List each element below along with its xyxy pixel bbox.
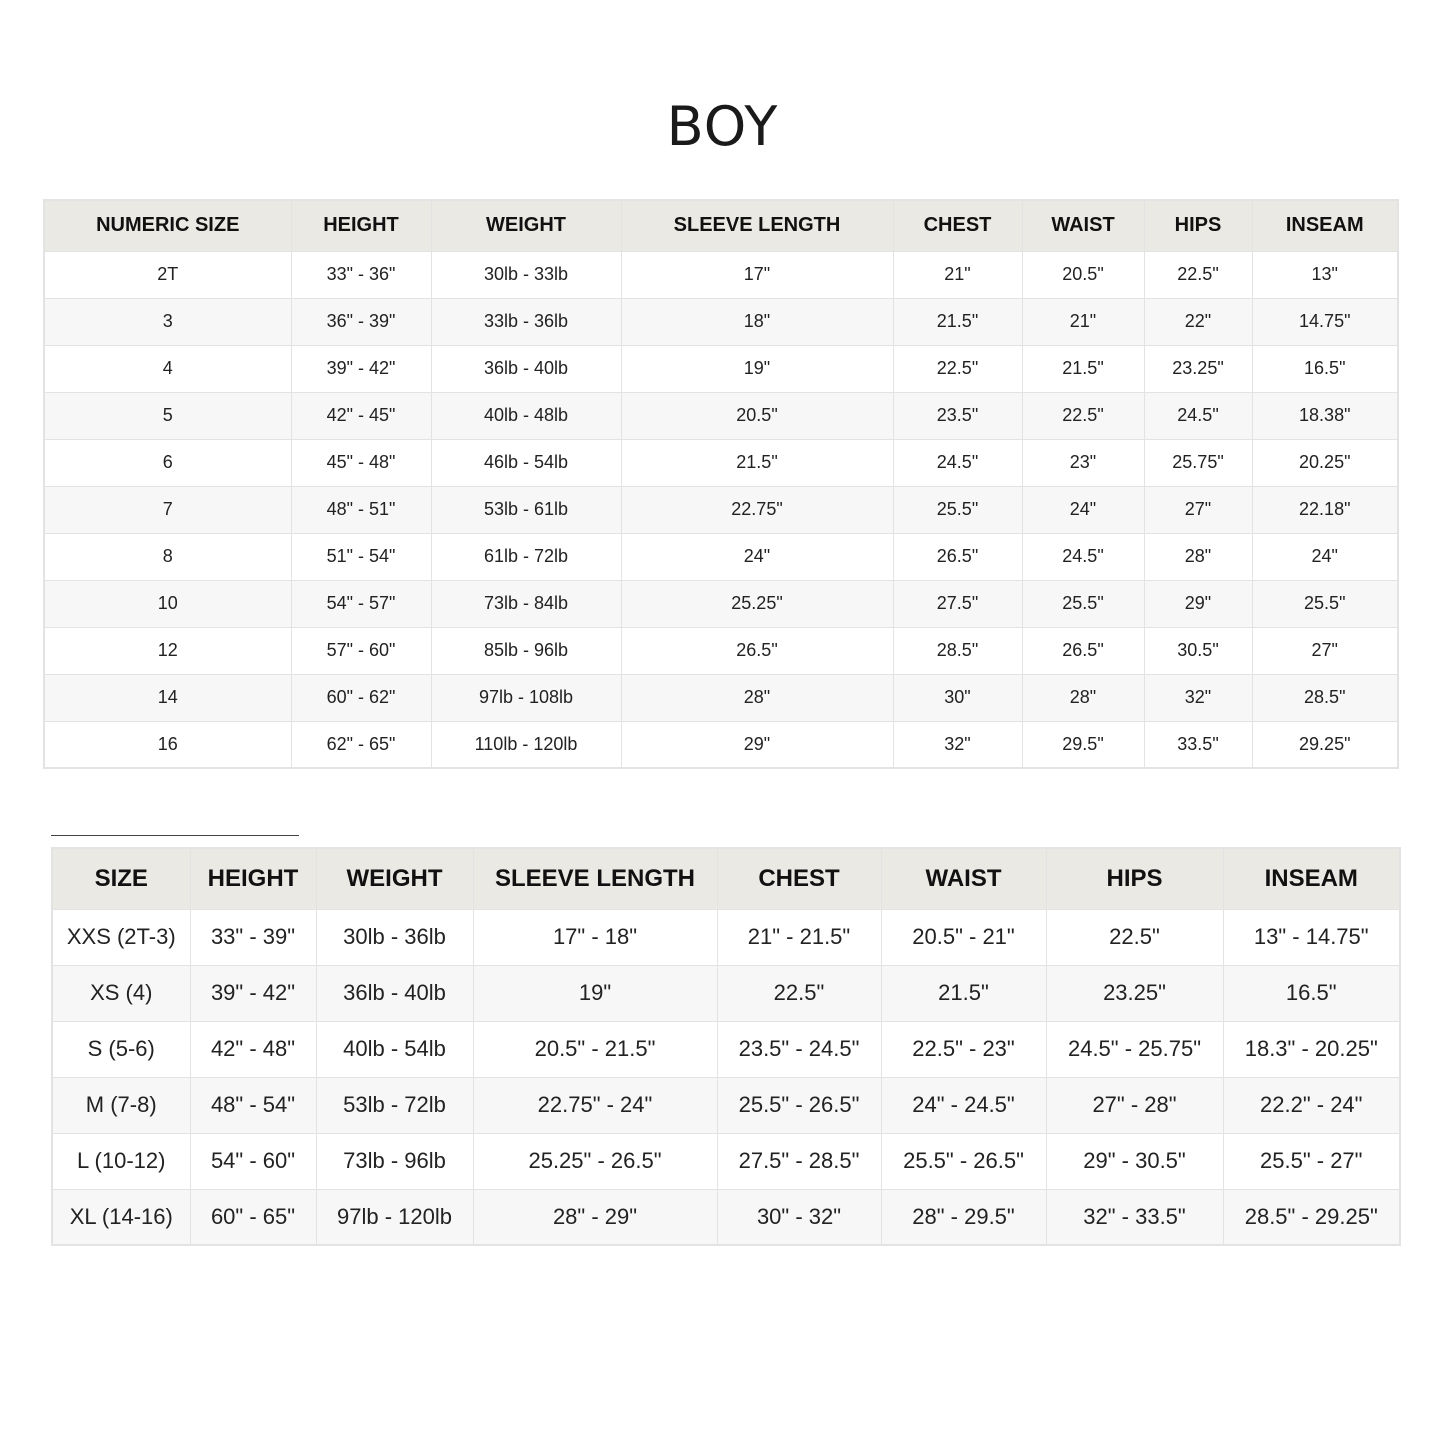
table-row <box>44 674 1398 721</box>
table-cell: 33" - 39" <box>190 909 316 965</box>
table-cell: 30.5" <box>1144 627 1252 674</box>
table-cell: 24.5" <box>1144 392 1252 439</box>
table-cell: 28.5" - 29.25" <box>1223 1189 1400 1245</box>
table-cell: 30lb - 33lb <box>431 251 621 298</box>
table-cell: 46lb - 54lb <box>431 439 621 486</box>
table-cell: 22.5" <box>717 965 881 1021</box>
table-cell: S (5-6) <box>52 1021 190 1077</box>
table-row <box>44 392 1398 439</box>
table-cell: 16 <box>44 721 291 768</box>
table-row <box>52 1133 1400 1189</box>
table-cell: 54" - 57" <box>291 580 431 627</box>
table-cell: 21" <box>893 251 1022 298</box>
table-row <box>44 345 1398 392</box>
table-cell: 22.5" <box>1022 392 1144 439</box>
table-cell: 21" - 21.5" <box>717 909 881 965</box>
table-row <box>52 909 1400 965</box>
table-cell: 22.5" <box>1046 909 1223 965</box>
table-cell: L (10-12) <box>52 1133 190 1189</box>
column-header: INSEAM <box>1252 200 1398 251</box>
table-cell: 18.3" - 20.25" <box>1223 1021 1400 1077</box>
table-cell: 13" <box>1252 251 1398 298</box>
column-header: WAIST <box>1022 200 1144 251</box>
column-header: CHEST <box>717 848 881 909</box>
table-cell: 60" - 65" <box>190 1189 316 1245</box>
table-cell: 23.25" <box>1144 345 1252 392</box>
table-cell: 24.5" <box>893 439 1022 486</box>
table-cell: 22.18" <box>1252 486 1398 533</box>
table-cell: 33" - 36" <box>291 251 431 298</box>
table-cell: 23.25" <box>1046 965 1223 1021</box>
table-row <box>52 1189 1400 1245</box>
table-cell: 27.5" <box>893 580 1022 627</box>
table-cell: 3 <box>44 298 291 345</box>
table-cell: 73lb - 96lb <box>316 1133 473 1189</box>
table-cell: 20.5" - 21" <box>881 909 1046 965</box>
section-divider <box>51 835 299 836</box>
table-cell: 85lb - 96lb <box>431 627 621 674</box>
table-cell: 19" <box>621 345 893 392</box>
table-cell: 14 <box>44 674 291 721</box>
column-header: WEIGHT <box>431 200 621 251</box>
table-cell: 28.5" <box>1252 674 1398 721</box>
table-cell: 22.5" <box>1144 251 1252 298</box>
table-cell: 32" - 33.5" <box>1046 1189 1223 1245</box>
table-cell: 24.5" <box>1022 533 1144 580</box>
table-cell: 29.5" <box>1022 721 1144 768</box>
table-cell: 39" - 42" <box>291 345 431 392</box>
table-cell: 25.5" <box>893 486 1022 533</box>
table-cell: XL (14-16) <box>52 1189 190 1245</box>
table-cell: 97lb - 108lb <box>431 674 621 721</box>
table-cell: 25.25" <box>621 580 893 627</box>
table-cell: 25.5" <box>1022 580 1144 627</box>
table-cell: 45" - 48" <box>291 439 431 486</box>
table-cell: 24" <box>621 533 893 580</box>
table-cell: 4 <box>44 345 291 392</box>
table-row <box>44 627 1398 674</box>
table-cell: 40lb - 54lb <box>316 1021 473 1077</box>
table-cell: 21.5" <box>1022 345 1144 392</box>
table-row <box>44 486 1398 533</box>
table-cell: 19" <box>473 965 717 1021</box>
table-cell: 5 <box>44 392 291 439</box>
table-cell: 23" <box>1022 439 1144 486</box>
column-header: WAIST <box>881 848 1046 909</box>
table-cell: 20.25" <box>1252 439 1398 486</box>
table-cell: 29" <box>621 721 893 768</box>
table-cell: XXS (2T-3) <box>52 909 190 965</box>
table-cell: 23.5" - 24.5" <box>717 1021 881 1077</box>
table-cell: 29.25" <box>1252 721 1398 768</box>
header-row <box>44 200 1398 251</box>
table-cell: 60" - 62" <box>291 674 431 721</box>
table-cell: 36lb - 40lb <box>431 345 621 392</box>
column-header: WEIGHT <box>316 848 473 909</box>
table-cell: 22.5" - 23" <box>881 1021 1046 1077</box>
table-row <box>44 251 1398 298</box>
table-cell: 53lb - 61lb <box>431 486 621 533</box>
table-cell: 51" - 54" <box>291 533 431 580</box>
table-cell: 25.5" - 26.5" <box>717 1077 881 1133</box>
table-row <box>44 298 1398 345</box>
table-cell: 28" - 29.5" <box>881 1189 1046 1245</box>
table-cell: 57" - 60" <box>291 627 431 674</box>
table-cell: 27" <box>1252 627 1398 674</box>
table-cell: 12 <box>44 627 291 674</box>
table-cell: 39" - 42" <box>190 965 316 1021</box>
table-cell: 22.75" <box>621 486 893 533</box>
table-cell: 28" <box>1144 533 1252 580</box>
table-cell: XS (4) <box>52 965 190 1021</box>
table-cell: 26.5" <box>1022 627 1144 674</box>
table-cell: 48" - 51" <box>291 486 431 533</box>
table-cell: 22.75" - 24" <box>473 1077 717 1133</box>
table-cell: 7 <box>44 486 291 533</box>
table-cell: 24.5" - 25.75" <box>1046 1021 1223 1077</box>
table-cell: 30lb - 36lb <box>316 909 473 965</box>
table-cell: 24" <box>1252 533 1398 580</box>
table-cell: 54" - 60" <box>190 1133 316 1189</box>
letter-size-table <box>51 847 1401 1246</box>
table-cell: 25.5" - 27" <box>1223 1133 1400 1189</box>
table-row <box>52 965 1400 1021</box>
table-row <box>52 1021 1400 1077</box>
table-cell: 61lb - 72lb <box>431 533 621 580</box>
table-cell: 40lb - 48lb <box>431 392 621 439</box>
table-cell: 25.5" <box>1252 580 1398 627</box>
table-cell: 33lb - 36lb <box>431 298 621 345</box>
table-cell: 20.5" <box>1022 251 1144 298</box>
column-header: HIPS <box>1046 848 1223 909</box>
table-cell: 6 <box>44 439 291 486</box>
numeric-size-table <box>43 199 1399 769</box>
table-cell: 8 <box>44 533 291 580</box>
header-row <box>52 848 1400 909</box>
table-cell: 13" - 14.75" <box>1223 909 1400 965</box>
table-cell: 97lb - 120lb <box>316 1189 473 1245</box>
table-cell: 18" <box>621 298 893 345</box>
table-cell: 30" <box>893 674 1022 721</box>
page-title: BOY <box>666 95 779 158</box>
table-cell: 28" - 29" <box>473 1189 717 1245</box>
table-cell: 29" <box>1144 580 1252 627</box>
column-header: NUMERIC SIZE <box>44 200 291 251</box>
column-header: SIZE <box>52 848 190 909</box>
table-cell: 110lb - 120lb <box>431 721 621 768</box>
table-cell: 48" - 54" <box>190 1077 316 1133</box>
table-cell: 26.5" <box>621 627 893 674</box>
table-cell: 17" <box>621 251 893 298</box>
table-row <box>52 1077 1400 1133</box>
table-row <box>44 580 1398 627</box>
table-cell: 27.5" - 28.5" <box>717 1133 881 1189</box>
table-cell: 24" - 24.5" <box>881 1077 1046 1133</box>
table-cell: 25.75" <box>1144 439 1252 486</box>
column-header: HEIGHT <box>190 848 316 909</box>
table-cell: 23.5" <box>893 392 1022 439</box>
column-header: INSEAM <box>1223 848 1400 909</box>
table-cell: 2T <box>44 251 291 298</box>
table-cell: 16.5" <box>1223 965 1400 1021</box>
table-cell: 24" <box>1022 486 1144 533</box>
table-row <box>44 439 1398 486</box>
table-cell: 26.5" <box>893 533 1022 580</box>
table-cell: 22" <box>1144 298 1252 345</box>
table-row <box>44 533 1398 580</box>
table-cell: 32" <box>893 721 1022 768</box>
table-cell: 20.5" - 21.5" <box>473 1021 717 1077</box>
column-header: SLEEVE LENGTH <box>621 200 893 251</box>
table-cell: 28.5" <box>893 627 1022 674</box>
table-cell: 36" - 39" <box>291 298 431 345</box>
column-header: HEIGHT <box>291 200 431 251</box>
table-cell: 21.5" <box>893 298 1022 345</box>
table-cell: 53lb - 72lb <box>316 1077 473 1133</box>
table-cell: 21.5" <box>621 439 893 486</box>
table-cell: 36lb - 40lb <box>316 965 473 1021</box>
table-cell: 25.25" - 26.5" <box>473 1133 717 1189</box>
table-cell: 42" - 48" <box>190 1021 316 1077</box>
table-cell: M (7-8) <box>52 1077 190 1133</box>
table-cell: 27" - 28" <box>1046 1077 1223 1133</box>
table-cell: 14.75" <box>1252 298 1398 345</box>
table-cell: 22.5" <box>893 345 1022 392</box>
table-cell: 17" - 18" <box>473 909 717 965</box>
table-cell: 27" <box>1144 486 1252 533</box>
table-cell: 10 <box>44 580 291 627</box>
table-row <box>44 721 1398 768</box>
table-cell: 20.5" <box>621 392 893 439</box>
column-header: HIPS <box>1144 200 1252 251</box>
table-cell: 32" <box>1144 674 1252 721</box>
table-cell: 30" - 32" <box>717 1189 881 1245</box>
table-cell: 21.5" <box>881 965 1046 1021</box>
table-cell: 28" <box>621 674 893 721</box>
table-cell: 29" - 30.5" <box>1046 1133 1223 1189</box>
table-cell: 25.5" - 26.5" <box>881 1133 1046 1189</box>
table-cell: 22.2" - 24" <box>1223 1077 1400 1133</box>
table-cell: 18.38" <box>1252 392 1398 439</box>
table-cell: 62" - 65" <box>291 721 431 768</box>
column-header: CHEST <box>893 200 1022 251</box>
table-cell: 21" <box>1022 298 1144 345</box>
table-cell: 16.5" <box>1252 345 1398 392</box>
table-cell: 42" - 45" <box>291 392 431 439</box>
table-cell: 33.5" <box>1144 721 1252 768</box>
table-cell: 73lb - 84lb <box>431 580 621 627</box>
table-cell: 28" <box>1022 674 1144 721</box>
column-header: SLEEVE LENGTH <box>473 848 717 909</box>
